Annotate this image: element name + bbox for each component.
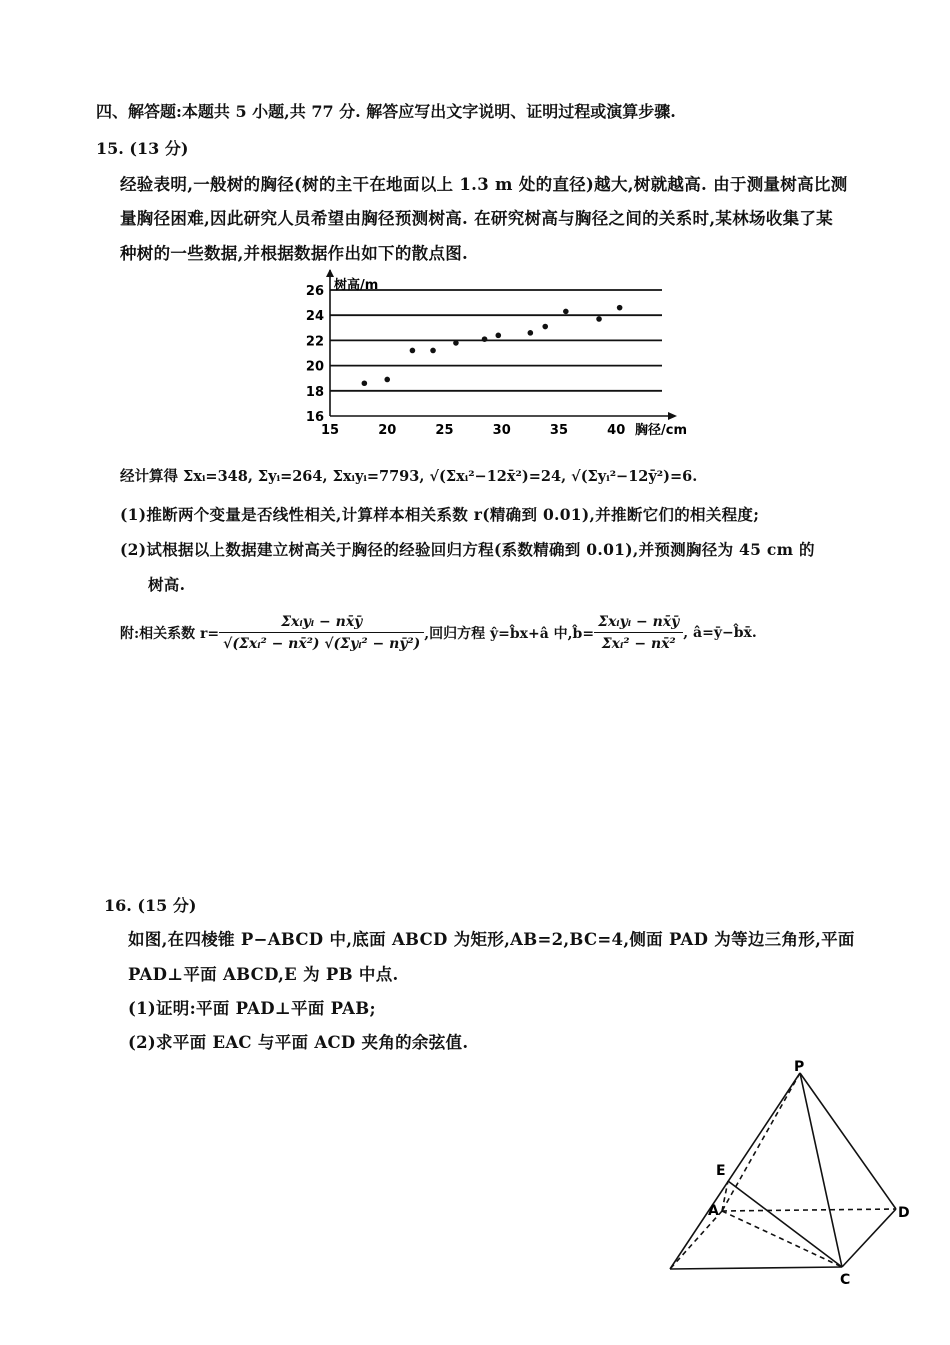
x-tick-label: 40	[607, 423, 626, 438]
label-P: P	[794, 1059, 805, 1075]
r-denominator: √(Σxᵢ² − nx̄²) √(Σyᵢ² − nȳ²)	[223, 636, 421, 652]
chart-ylabel: 树高/m	[334, 278, 379, 293]
edge-AB	[670, 1211, 722, 1269]
b-denominator: Σxᵢ² − nx̄²	[601, 636, 676, 652]
q15-part2-line-b: 树高.	[148, 575, 186, 594]
q15-para-line-3: 种树的一些数据,并根据数据作出如下的散点图.	[120, 244, 469, 263]
section-header: 四、解答题:本题共 5 小题,共 77 分. 解答应写出文字说明、证明过程或演算步骤.	[96, 102, 676, 121]
q15-para-line-1: 经验表明,一般树的胸径(树的主干在地面以上 1.3 m 处的直径)越大,树就越高. 由于测量树高比测	[120, 175, 848, 194]
q16-line-2: PAD⊥平面 ABCD,E 为 PB 中点.	[128, 965, 399, 984]
chart-points	[362, 305, 623, 386]
q15-para-line-2: 量胸径困难,因此研究人员希望由胸径预测树高. 在研究树高与胸径之间的关系时,某林场收集了某	[120, 209, 833, 228]
r-fraction	[219, 614, 424, 652]
scatter-point	[362, 380, 368, 386]
scatter-point	[453, 340, 459, 346]
q16-part1: (1)证明:平面 PAD⊥平面 PAB;	[128, 999, 376, 1018]
q15-number: 15. (13 分)	[96, 139, 189, 158]
edge-PB	[670, 1073, 800, 1269]
chart-ticks	[306, 284, 625, 438]
scatter-point	[482, 336, 488, 342]
scatter-point	[563, 309, 569, 315]
pyramid-figure	[660, 1055, 920, 1295]
label-D: D	[898, 1205, 910, 1221]
chart-xlabel: 胸径/cm	[635, 423, 688, 438]
chart-axes	[326, 269, 677, 420]
b-numerator: Σxᵢyᵢ − nx̄ȳ	[594, 614, 683, 633]
appendix-tail: , â=ȳ−b̂x̄.	[683, 625, 757, 641]
y-axis-arrow	[326, 269, 334, 277]
label-A: A	[708, 1203, 719, 1219]
q15-appendix	[120, 614, 757, 652]
x-tick-label: 20	[378, 423, 397, 438]
y-tick-label: 16	[305, 410, 324, 425]
x-tick-label: 35	[549, 423, 569, 438]
edge-CD	[842, 1209, 896, 1267]
scatter-point	[617, 305, 623, 311]
scatter-chart	[290, 268, 710, 443]
scatter-point	[430, 348, 436, 354]
label-C: C	[840, 1272, 851, 1288]
y-tick-label: 18	[305, 384, 324, 400]
r-numerator: Σxᵢyᵢ − nx̄ȳ	[219, 614, 424, 633]
edge-PA	[722, 1073, 800, 1211]
q16-part2: (2)求平面 EAC 与平面 ACD 夹角的余弦值.	[128, 1033, 469, 1052]
x-tick-label: 15	[320, 423, 340, 438]
scatter-point	[410, 348, 416, 354]
chart-gridlines	[330, 290, 662, 391]
edge-AD	[722, 1209, 896, 1211]
scatter-point	[596, 316, 602, 322]
scatter-point	[528, 330, 534, 336]
edge-AC	[722, 1211, 842, 1267]
label-E: E	[716, 1163, 726, 1179]
y-tick-label: 24	[305, 309, 324, 325]
b-fraction	[594, 614, 683, 652]
q15-stats-line: 经计算得 Σxᵢ=348, Σyᵢ=264, Σxᵢyᵢ=7793, √(Σxᵢ²−12x̄²)=24, √(Σyᵢ²−12ȳ²)=6.	[120, 468, 698, 485]
x-axis-arrow	[668, 412, 677, 420]
q16-number: 16. (15 分)	[104, 896, 197, 915]
scatter-point	[495, 333, 501, 339]
appendix-mid: ,回归方程 ŷ=b̂x+â 中,b̂=	[424, 626, 595, 642]
q15-part1: (1)推断两个变量是否线性相关,计算样本相关系数 r(精确到 0.01),并推断它们的相关程度;	[120, 505, 760, 524]
y-tick-label: 20	[305, 359, 324, 375]
scatter-point	[384, 377, 390, 383]
x-tick-label: 25	[435, 423, 454, 438]
edge-EC	[728, 1181, 842, 1267]
scatter-point	[542, 324, 548, 330]
y-tick-label: 26	[305, 284, 324, 299]
y-tick-label: 22	[305, 334, 324, 350]
appendix-prefix: 附:相关系数 r=	[120, 626, 220, 642]
edge-BC	[670, 1267, 842, 1269]
x-tick-label: 30	[492, 423, 511, 438]
q16-line-1: 如图,在四棱锥 P−ABCD 中,底面 ABCD 为矩形,AB=2,BC=4,侧面 PAD 为等边三角形,平面	[128, 930, 855, 949]
q15-part2-line-a: (2)试根据以上数据建立树高关于胸径的经验回归方程(系数精确到 0.01),并预测胸径为 45 cm 的	[120, 540, 815, 559]
